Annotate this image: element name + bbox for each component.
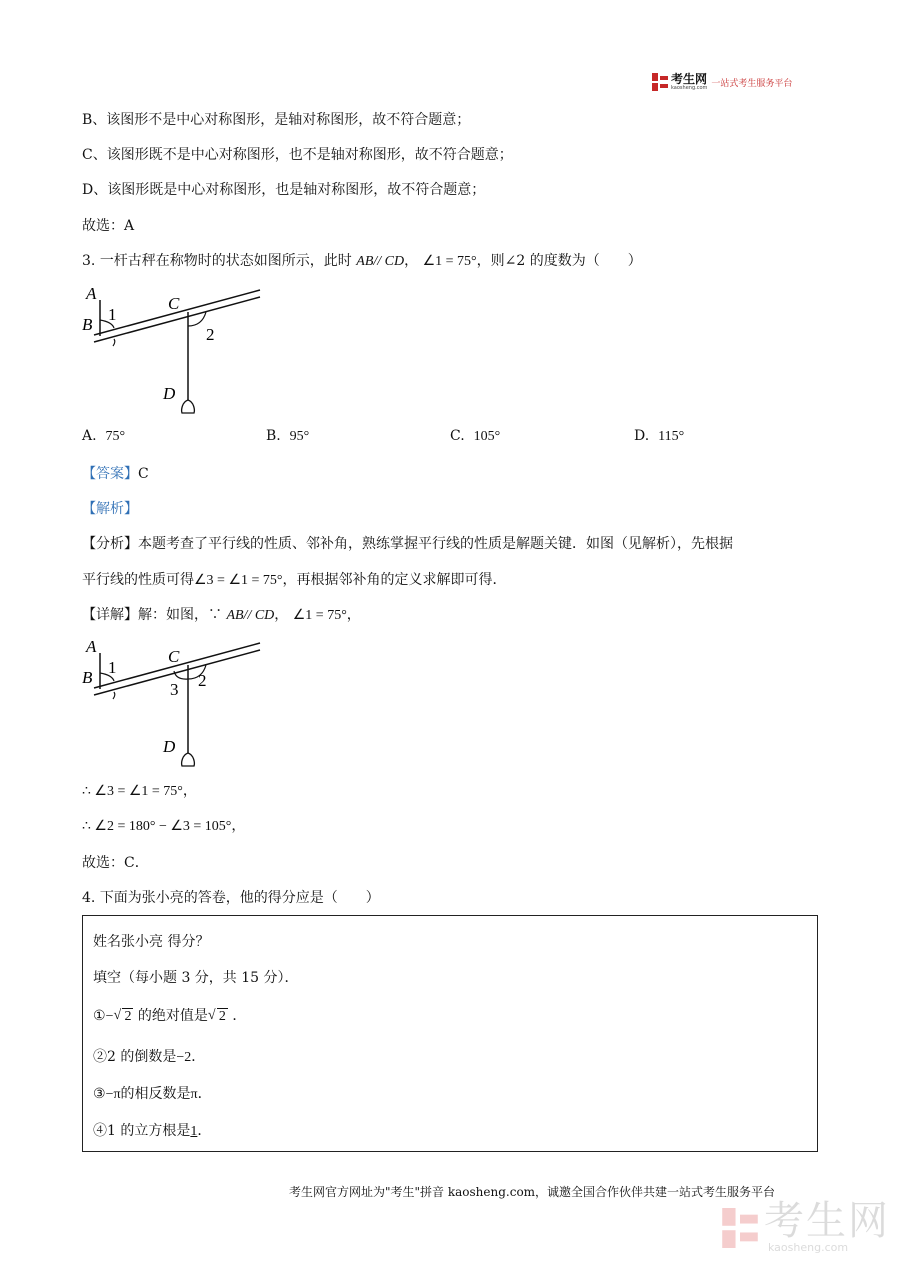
sheet-line-name: 姓名张小亮 得分？ xyxy=(93,934,210,950)
q3-analysis-tag: 【解析】 xyxy=(82,501,138,517)
watermark-sub: kaosheng.com xyxy=(768,1241,849,1254)
fig1-label-d: D xyxy=(163,384,176,403)
q3-figure-1 xyxy=(78,282,268,418)
watermark xyxy=(722,1198,890,1254)
q3-option-a: A. 75° xyxy=(82,428,126,444)
q3-step2: ∴ ∠2 = 180° − ∠3 = 105°， xyxy=(82,819,246,834)
q2-option-c-explain: C、该图形既不是中心对称图形，也不是轴对称图形，故不符合题意； xyxy=(82,147,513,163)
q3-parallel: AB// CD xyxy=(356,254,405,269)
logo-sub: kaosheng.com xyxy=(671,85,708,91)
q4-stem: 4. 下面为张小亮的答卷，他的得分应是（ ） xyxy=(82,890,380,906)
detail-tag: 【详解】 xyxy=(82,607,138,623)
q2-option-d-explain: D、该图形既是中心对称图形，也是轴对称图形，故不符合题意； xyxy=(82,182,486,198)
q3-figure-2 xyxy=(78,635,268,771)
fig2-label-b: B xyxy=(82,668,93,687)
sheet-item-2: ②2 的倒数是−2． xyxy=(93,1049,206,1065)
fig1-label-a: A xyxy=(86,284,97,303)
fig2-label-c: C xyxy=(168,647,180,666)
q2-option-b-explain: B、该图形不是中心对称图形，是轴对称图形，故不符合题意； xyxy=(82,112,471,128)
logo-slogan: 一站式考生服务平台 xyxy=(711,78,793,89)
q3-number: 3. xyxy=(82,253,96,269)
q3-answer xyxy=(82,464,149,484)
q3-option-c: C. 105° xyxy=(450,428,501,444)
watermark-text: 考生网 xyxy=(764,1198,890,1244)
q4-number: 4. xyxy=(82,890,96,906)
q2-choose: 故选：A xyxy=(82,218,135,234)
header-logo xyxy=(652,73,792,91)
fig1-label-2: 2 xyxy=(206,325,215,344)
q3-stem: 3. 一杆古秤在称物时的状态如图所示，此时 AB// CD， ∠1 = 75°，则∠2 的度数为（ ） xyxy=(82,253,642,269)
sheet-item-3: ③−π的相反数是π． xyxy=(93,1086,212,1102)
logo-text: 考生网 xyxy=(671,72,708,86)
sheet-item-1: ①− √ 2 的绝对值是 √ 2 ． xyxy=(93,1008,247,1024)
fig2-label-d: D xyxy=(163,737,176,756)
fig1-label-c: C xyxy=(168,294,180,313)
sheet-item-4: ④1 的立方根是1． xyxy=(93,1123,212,1139)
q3-stem-a: 一杆古秤在称物时的状态如图所示，此时 xyxy=(99,253,352,269)
q3-fenxi-line2: 平行线的性质可得∠3 = ∠1 = 75°，再根据邻补角的定义求解即可得． xyxy=(82,572,507,588)
watermark-logo-icon xyxy=(722,1208,758,1248)
fig2-label-1: 1 xyxy=(108,658,117,677)
fig1-label-b: B xyxy=(82,315,93,334)
answer-value: C xyxy=(138,466,149,482)
fig2-label-2: 2 xyxy=(198,671,207,690)
answer-tag: 【答案】 xyxy=(82,466,138,482)
q3-fenxi-line1: 【分析】本题考查了平行线的性质、邻补角，熟练掌握平行线的性质是解题关键．如图（见解析），先根据 xyxy=(82,536,733,552)
q3-stem-b: ，则∠2 的度数为（ ） xyxy=(476,253,642,269)
fig2-label-3: 3 xyxy=(170,680,179,699)
q3-step1: ∴ ∠3 = ∠1 = 75°， xyxy=(82,784,197,799)
fig1-label-1: 1 xyxy=(108,305,117,324)
q3-angle1: ∠1 = 75° xyxy=(422,254,477,269)
q4-answer-sheet xyxy=(82,915,818,1152)
q3-detail: 【详解】解：如图，∵ AB// CD， ∠1 = 75°， xyxy=(82,607,361,623)
fenxi-tag: 【分析】 xyxy=(82,536,138,552)
q3-choose: 故选：C． xyxy=(82,855,149,871)
q3-option-d: D. 115° xyxy=(634,428,685,444)
page-footer: 考生网官方网址为"考生"拼音 kaosheng.com，诚邀全国合作伙伴共建一站式考生服务平台 xyxy=(289,1185,776,1199)
fig2-label-a: A xyxy=(86,637,97,656)
q3-option-b: B. 95° xyxy=(266,428,310,444)
sheet-line-header: 填空（每小题 3 分，共 15 分）． xyxy=(93,970,299,986)
kaosheng-logo-icon xyxy=(652,73,668,91)
